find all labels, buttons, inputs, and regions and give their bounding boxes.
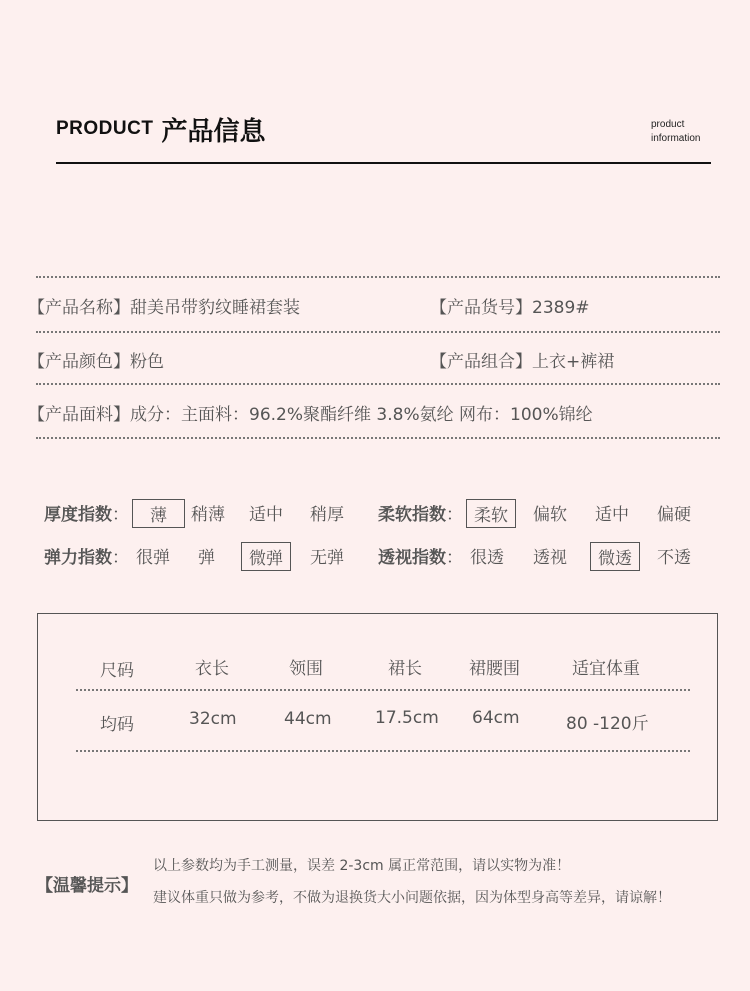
info-fabric-label: 【产品面料】 bbox=[28, 405, 130, 425]
info-sku-value: 2389# bbox=[532, 298, 590, 318]
info-fabric-value: 成分：主面料：96.2%聚酯纤维 3.8%氨纶 网布：100%锦纶 bbox=[130, 405, 593, 425]
table-cell-skirt-length: 17.5cm bbox=[375, 708, 439, 728]
table-divider bbox=[76, 689, 690, 691]
info-name-value: 甜美吊带豹纹睡裙套装 bbox=[130, 298, 300, 318]
thickness-option-medium: 适中 bbox=[249, 505, 283, 525]
thickness-option-slightly-thick: 稍厚 bbox=[310, 505, 344, 525]
table-header-size: 尺码 bbox=[100, 661, 134, 681]
thickness-option-slightly-thin: 稍薄 bbox=[191, 505, 225, 525]
tips-title: 【温馨提示】 bbox=[36, 876, 138, 896]
softness-option-soft: 柔软 bbox=[466, 499, 516, 528]
info-name-label: 【产品名称】 bbox=[28, 298, 130, 318]
elasticity-label: 弹力指数： bbox=[44, 548, 129, 568]
table-header-skirt-length: 裙长 bbox=[388, 659, 422, 679]
table-cell-skirt-waist: 64cm bbox=[472, 708, 520, 728]
table-header-neck: 领围 bbox=[289, 659, 323, 679]
info-color bbox=[28, 347, 164, 372]
table-header-weight: 适宜体重 bbox=[572, 659, 640, 679]
info-combo bbox=[430, 347, 614, 372]
elasticity-option-elastic: 弹 bbox=[198, 548, 215, 568]
table-divider bbox=[76, 750, 690, 752]
info-color-label: 【产品颜色】 bbox=[28, 352, 130, 372]
table-header-skirt-waist: 裙腰围 bbox=[469, 659, 520, 679]
info-fabric bbox=[28, 400, 593, 425]
softness-label: 柔软指数： bbox=[378, 505, 463, 525]
divider bbox=[36, 437, 720, 439]
info-sku-label: 【产品货号】 bbox=[430, 298, 532, 318]
tips-line-1: 以上参数均为手工测量，误差 2-3cm 属正常范围，请以实物为准！ bbox=[153, 858, 571, 874]
divider bbox=[36, 383, 720, 385]
divider bbox=[36, 331, 720, 333]
thickness-label: 厚度指数： bbox=[44, 505, 129, 525]
info-name bbox=[28, 293, 300, 318]
elasticity-option-slight: 微弹 bbox=[241, 542, 291, 571]
section-title bbox=[56, 112, 265, 146]
side-caption bbox=[651, 118, 700, 146]
header-rule bbox=[56, 162, 711, 164]
transparency-option-very: 很透 bbox=[470, 548, 504, 568]
info-sku bbox=[430, 293, 590, 318]
divider bbox=[36, 276, 720, 278]
softness-option-medium: 适中 bbox=[595, 505, 629, 525]
table-cell-weight: 80 -120斤 bbox=[566, 714, 649, 734]
table-cell-neck: 44cm bbox=[284, 709, 332, 729]
info-combo-value: 上衣+裤裙 bbox=[532, 352, 615, 372]
table-header-top-length: 衣长 bbox=[195, 659, 229, 679]
title-cn: 产品信息 bbox=[161, 116, 266, 147]
side-caption-line1: product bbox=[651, 119, 685, 130]
table-cell-top-length: 32cm bbox=[189, 709, 237, 729]
softness-option-fairly-hard: 偏硬 bbox=[657, 505, 691, 525]
elasticity-option-none: 无弹 bbox=[310, 548, 344, 568]
tips-line-2: 建议体重只做为参考，不做为退换货大小问题依据，因为体型身高等差异，请谅解！ bbox=[153, 890, 671, 906]
thickness-option-thin: 薄 bbox=[132, 499, 185, 528]
table-cell-size: 均码 bbox=[100, 715, 134, 735]
transparency-option-see-through: 透视 bbox=[533, 548, 567, 568]
brand-en: PRODUCT bbox=[56, 118, 154, 139]
info-combo-label: 【产品组合】 bbox=[430, 352, 532, 372]
info-color-value: 粉色 bbox=[130, 352, 164, 372]
transparency-label: 透视指数： bbox=[378, 548, 463, 568]
side-caption-line2: information bbox=[651, 133, 701, 144]
transparency-option-opaque: 不透 bbox=[657, 548, 691, 568]
softness-option-fairly-soft: 偏软 bbox=[533, 505, 567, 525]
transparency-option-slight: 微透 bbox=[590, 542, 640, 571]
elasticity-option-very: 很弹 bbox=[136, 548, 170, 568]
